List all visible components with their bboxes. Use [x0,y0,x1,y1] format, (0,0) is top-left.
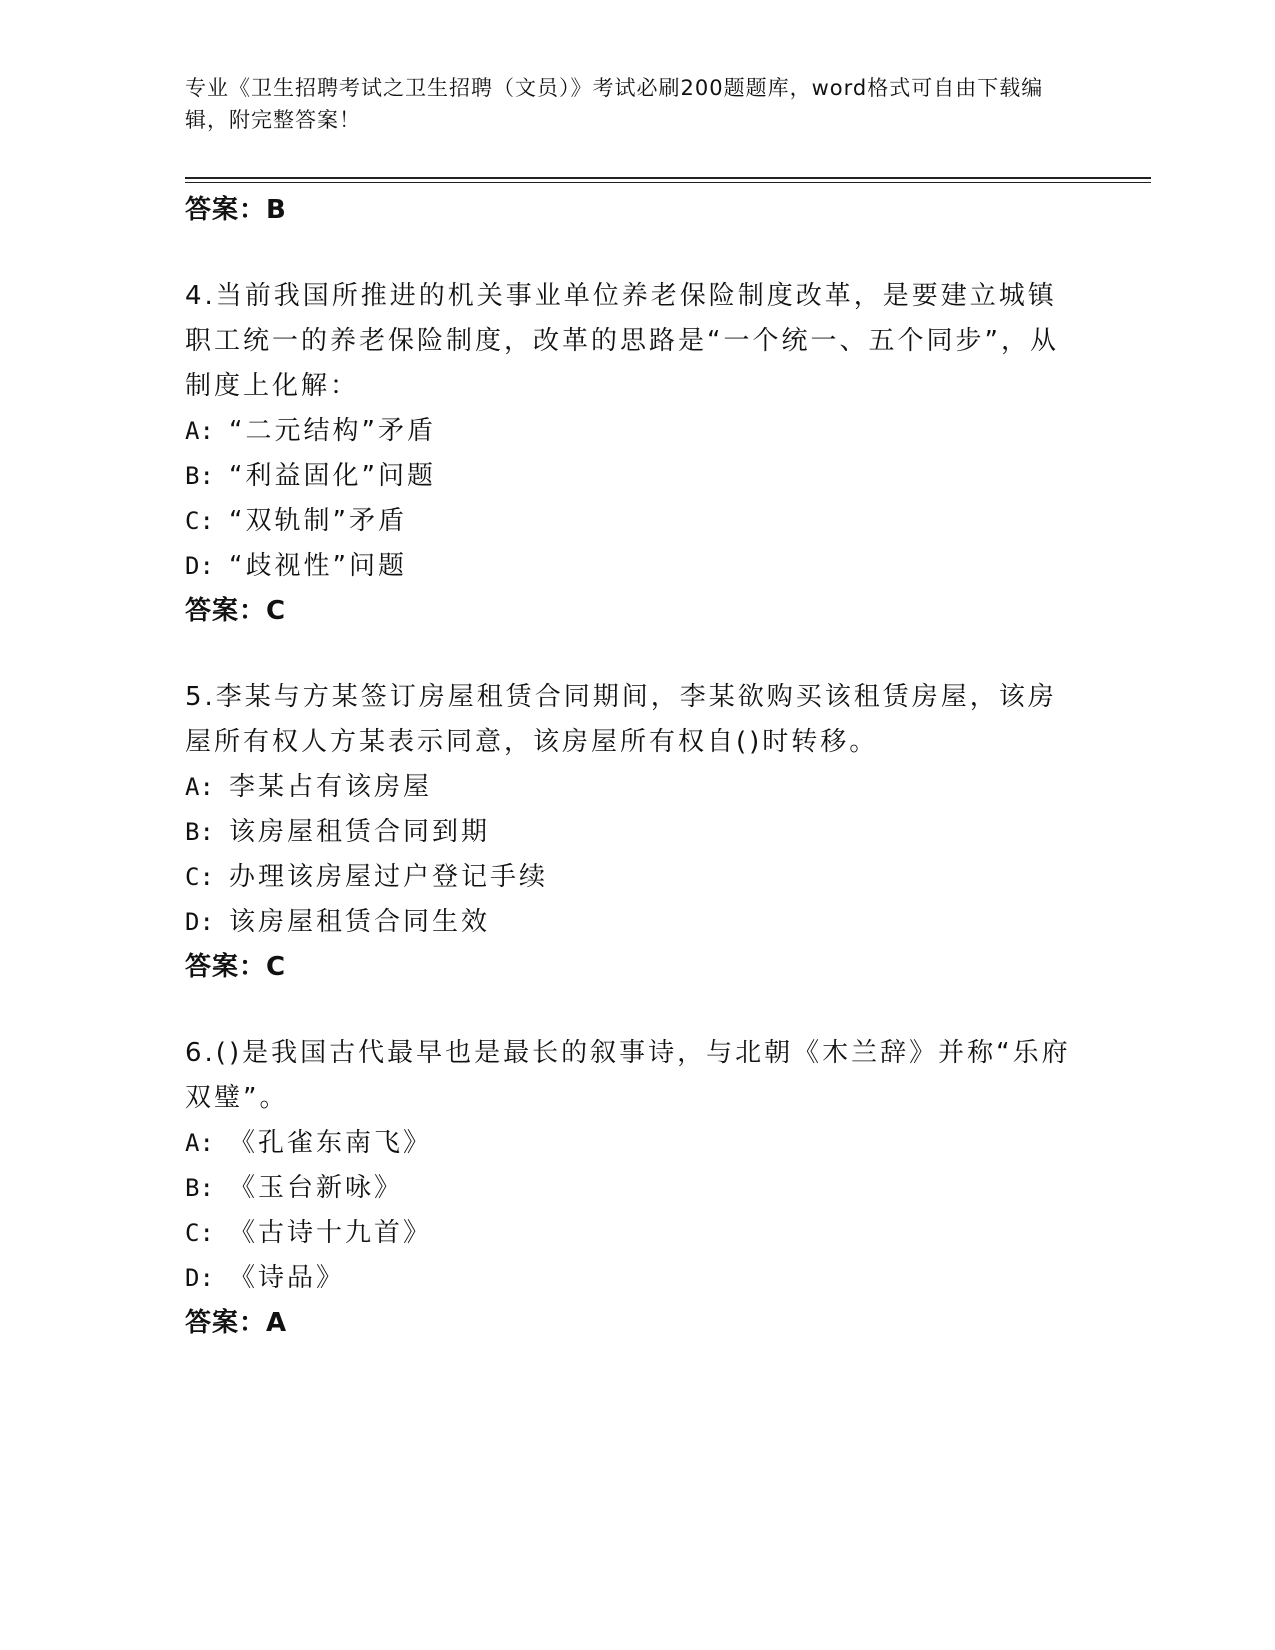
option-c [185,1211,1075,1256]
document-header: 专业《卫生招聘考试之卫生招聘（文员）》考试必刷200题题库，word格式可自由下载编辑，附完整答案！ [185,76,1044,132]
option-letter: B: [185,818,214,846]
option-letter: D: [185,1264,214,1292]
option-text: 《古诗十九首》 [229,1218,433,1248]
option-text: 该房屋租赁合同到期 [229,817,491,847]
option-letter: C: [185,507,214,535]
option-d [185,1256,1075,1301]
option-letter: A: [185,1129,214,1157]
option-letter: C: [185,863,214,891]
option-letter: D: [185,908,214,936]
question-block [185,274,1075,633]
option-b [185,454,1075,499]
question-text: 4.当前我国所推进的机关事业单位养老保险制度改革，是要建立城镇职工统一的养老保险制度，改革的思路是“一个统一、五个同步”，从制度上化解： [185,281,1059,401]
option-text: “歧视性”问题 [229,551,407,581]
option-b [185,1166,1075,1211]
answer-line: 答案：A [185,1308,288,1338]
option-text: 《玉台新咏》 [229,1173,404,1203]
question-list [185,188,1075,1345]
option-d [185,544,1075,589]
question-block [185,1031,1075,1345]
option-a [185,765,1075,810]
answer-line: 答案：C [185,952,287,982]
question-text: 5.李某与方某签订房屋租赁合同期间，李某欲购买该租赁房屋，该房屋所有权人方某表示同意，该房屋所有权自()时转移。 [185,682,1057,757]
header-rule-thick [185,177,1151,179]
question-block [185,675,1075,989]
option-text: “双轨制”矛盾 [229,506,407,536]
option-letter: B: [185,462,214,490]
header-rule-thin [185,182,1151,183]
option-text: 李某占有该房屋 [229,772,433,802]
option-text: “二元结构”矛盾 [229,416,436,446]
option-text: 《孔雀东南飞》 [229,1128,433,1158]
option-letter: B: [185,1174,214,1202]
option-c [185,499,1075,544]
option-text: 《诗品》 [229,1263,346,1293]
option-a [185,1121,1075,1166]
option-text: “利益固化”问题 [229,461,436,491]
option-letter: A: [185,773,214,801]
option-c [185,855,1075,900]
answer-line: 答案：C [185,596,287,626]
option-d [185,900,1075,945]
option-letter: D: [185,552,214,580]
option-text: 该房屋租赁合同生效 [229,907,491,937]
option-letter: C: [185,1219,214,1247]
option-letter: A: [185,417,214,445]
answer-line: 答案：B [185,195,287,225]
option-text: 办理该房屋过户登记手续 [229,862,549,892]
option-a [185,409,1075,454]
question-text: 6.()是我国古代最早也是最长的叙事诗，与北朝《木兰辞》并称“乐府双璧”。 [185,1038,1071,1113]
option-b [185,810,1075,855]
